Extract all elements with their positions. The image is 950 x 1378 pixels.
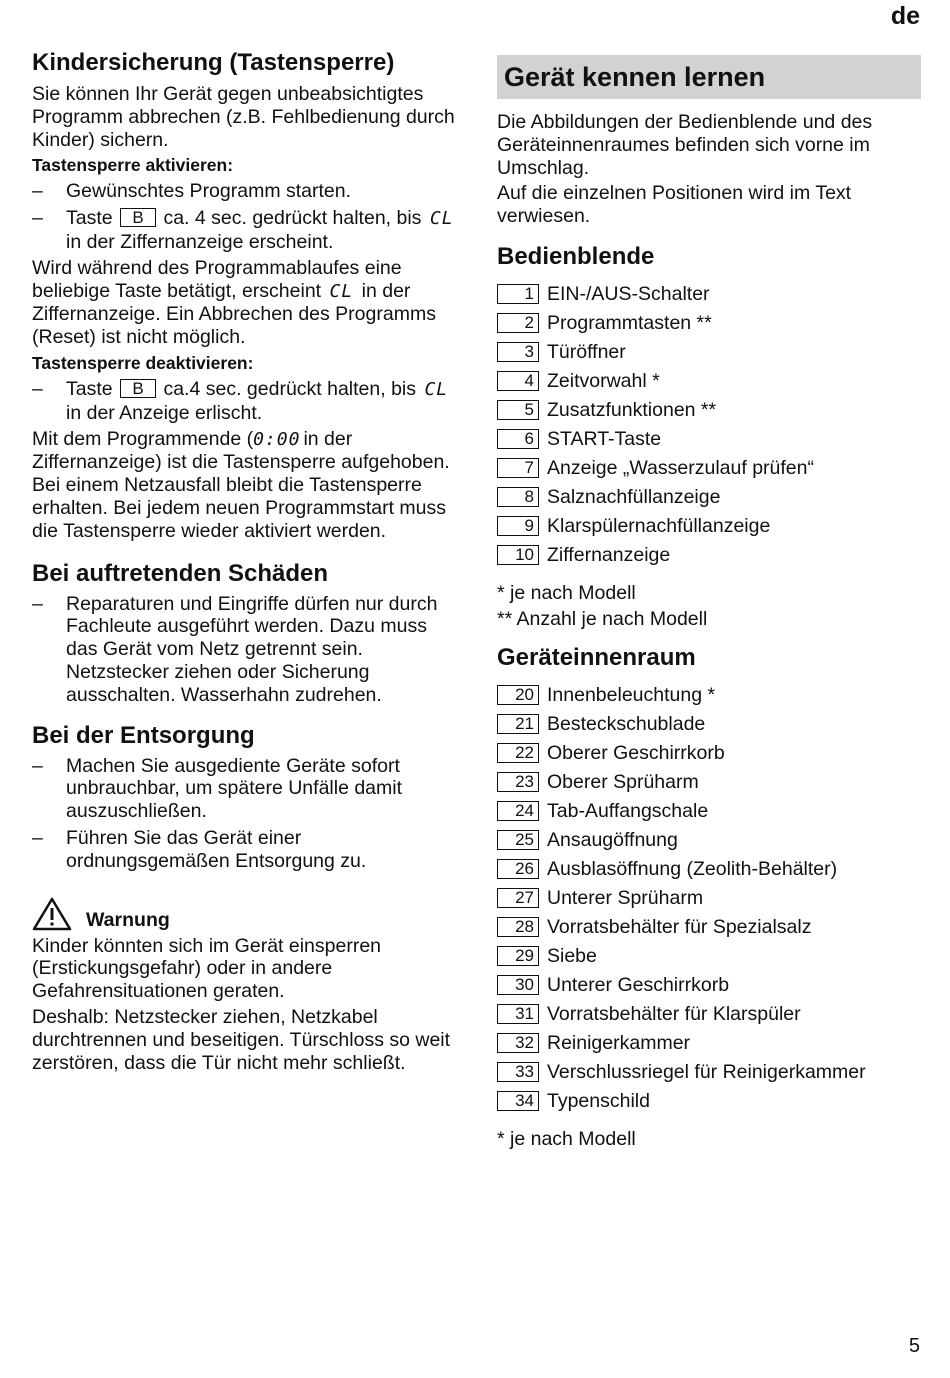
position-number-box: 4 [497, 371, 539, 391]
schaeden-item-1: – Reparaturen und Eingriffe dürfen nur durch Fachleute ausgeführt werden. Dazu muss das Gerät vom Netz getrennt sein. Netzstecker ziehen oder Sicherung ausschalten. Wasserhahn zudrehen. [32, 592, 438, 706]
position-label: Unterer Sprüharm [547, 886, 704, 909]
activate-step-1: – Gewünschtes Programm starten. [32, 180, 352, 203]
list-item [497, 512, 921, 541]
position-number-box: 20 [497, 685, 539, 705]
position-number-box: 31 [497, 1004, 539, 1024]
step-text: Taste [66, 377, 113, 400]
position-label: Vorratsbehälter für Klarspüler [547, 1002, 801, 1025]
warning-triangle-icon [32, 897, 72, 931]
position-number-box: 2 [497, 313, 539, 333]
bedienblende-list [497, 280, 921, 570]
step-text: ca. 4 sec. gedrückt halten, bis [163, 207, 422, 230]
bedienblende-note-2: ** Anzahl je nach Modell [497, 607, 708, 630]
paragraph-text: in der Ziffernanzeige) ist die Tastensperre aufgehoben. Bei einem Netzausfall bleibt die Tastensperre erhalten. Bei jedem neuen Programmstart muss die Tastensperre wieder aktiviert werden. [32, 427, 450, 542]
list-item [497, 768, 921, 797]
display-cl-symbol: CL [424, 378, 449, 400]
list-item [497, 280, 921, 309]
list-item [497, 884, 921, 913]
list-item [497, 1000, 921, 1029]
position-label: Oberer Geschirrkorb [547, 741, 725, 764]
position-label: Anzeige „Wasserzulauf prüfen“ [547, 456, 814, 479]
program-end-paragraph [32, 428, 462, 543]
position-label: Innenbeleuchtung * [547, 683, 716, 706]
position-label: Programmtasten ** [547, 311, 712, 334]
entsorgung-item-1: – Machen Sie ausgediente Geräte sofort unbrauchbar, um spätere Unfälle damit auszuschließen. [32, 754, 403, 823]
kindersicherung-heading: Kindersicherung (Tastensperre) [32, 49, 395, 76]
list-item [497, 396, 921, 425]
page-number: 5 [908, 1335, 920, 1357]
position-label: Oberer Sprüharm [547, 770, 699, 793]
list-item [497, 681, 921, 710]
right-intro-1: Die Abbildungen der Bedienblende und des Geräteinnenraumes befinden sich vorne im Umschlag. [497, 111, 873, 179]
list-item [497, 454, 921, 483]
kindersicherung-intro: Sie können Ihr Gerät gegen unbeabsichtigtes Programm abbrechen (z.B. Fehlbedienung durch Kinder) sichern. [32, 83, 455, 151]
innenraum-list [497, 681, 921, 1116]
language-tag: de [890, 2, 920, 30]
list-item [497, 1058, 921, 1087]
innenraum-heading: Geräteinnenraum [497, 643, 696, 671]
position-label: Türöffner [547, 340, 626, 363]
position-label: Ansaugöffnung [547, 828, 678, 851]
step-text: in der Anzeige erlischt. [66, 401, 263, 424]
position-number-box: 28 [497, 917, 539, 937]
list-item [497, 309, 921, 338]
key-b-label: B [120, 379, 156, 398]
list-item [497, 739, 921, 768]
list-item [497, 971, 921, 1000]
position-number-box: 24 [497, 801, 539, 821]
position-number-box: 23 [497, 772, 539, 792]
display-cl-symbol: CL [329, 280, 354, 302]
list-item [497, 826, 921, 855]
list-item [497, 483, 921, 512]
position-label: Salznachfüllanzeige [547, 485, 721, 508]
position-number-box: 8 [497, 487, 539, 507]
position-number-box: 3 [497, 342, 539, 362]
activate-subheading: Tastensperre aktivieren: [32, 155, 234, 176]
list-item [497, 367, 921, 396]
position-number-box: 1 [497, 284, 539, 304]
right-column [497, 48, 921, 1150]
left-column [32, 48, 462, 1074]
position-number-box: 25 [497, 830, 539, 850]
position-number-box: 7 [497, 458, 539, 478]
position-label: EIN-/AUS-Schalter [547, 282, 710, 305]
position-number-box: 34 [497, 1091, 539, 1111]
list-item [497, 1029, 921, 1058]
position-label: Verschlussriegel für Reinigerkammer [547, 1060, 866, 1083]
list-item [497, 1087, 921, 1116]
paragraph-text: in der Ziffernanzeige. Ein Abbrechen des Programms (Reset) ist nicht möglich. [32, 279, 436, 349]
list-item [497, 855, 921, 884]
position-label: Vorratsbehälter für Spezialsalz [547, 915, 812, 938]
position-number-box: 27 [497, 888, 539, 908]
position-label: Reinigerkammer [547, 1031, 691, 1054]
position-number-box: 33 [497, 1062, 539, 1082]
position-label: Tab-Auffangschale [547, 799, 709, 822]
list-item [497, 425, 921, 454]
position-label: Ziffernanzeige [547, 543, 671, 566]
position-number-box: 30 [497, 975, 539, 995]
position-number-box: 26 [497, 859, 539, 879]
display-cl-symbol: CL [429, 208, 454, 230]
entsorgung-item-2: – Führen Sie das Gerät einer ordnungsgemäßen Entsorgung zu. [32, 826, 367, 872]
position-number-box: 5 [497, 400, 539, 420]
key-b-label: B [120, 208, 156, 227]
list-item [497, 913, 921, 942]
paragraph-text: Mit dem Programmende ( [32, 427, 254, 450]
position-label: Zeitvorwahl * [547, 369, 660, 392]
schaeden-heading: Bei auftretenden Schäden [32, 559, 329, 587]
right-intro-2: Auf die einzelnen Positionen wird im Text verwiesen. [497, 182, 852, 228]
section-title-bar: Gerät kennen lernen [497, 55, 921, 99]
deactivate-subheading: Tastensperre deaktivieren: [32, 352, 254, 373]
bedienblende-note-1: * je nach Modell [497, 581, 636, 604]
position-number-box: 29 [497, 946, 539, 966]
bedienblende-heading: Bedienblende [497, 242, 655, 270]
list-item [497, 541, 921, 570]
entsorgung-item-text: Machen Sie ausgediente Geräte sofort unbrauchbar, um spätere Unfälle damit auszuschließen. [66, 754, 403, 823]
position-number-box: 32 [497, 1033, 539, 1053]
step-text: in der Ziffernanzeige erscheint. [66, 230, 334, 253]
display-000-symbol: 0:00 [253, 428, 301, 450]
list-item [497, 338, 921, 367]
step-text: ca.4 sec. gedrückt halten, bis [163, 377, 417, 400]
warning-header [32, 897, 462, 931]
deactivate-step-1: – Taste B ca.4 sec. gedrückt halten, bis CL in der Anzeige erlischt. [32, 377, 449, 424]
paragraph-text: Wird während des Programmablaufes eine beliebige Taste betätigt, erscheint [32, 256, 402, 302]
position-label: Besteckschublade [547, 712, 706, 735]
warning-title: Warnung [86, 908, 170, 931]
step-text: Taste [66, 207, 113, 230]
activate-step-2: – Taste B ca. 4 sec. gedrückt halten, bis CL in der Ziffernanzeige erscheint. [32, 207, 454, 253]
position-label: Ausblasöffnung (Zeolith-Behälter) [547, 857, 838, 880]
list-item [497, 797, 921, 826]
entsorgung-heading: Bei der Entsorgung [32, 721, 255, 749]
list-item [497, 710, 921, 739]
list-item [497, 942, 921, 971]
position-number-box: 21 [497, 714, 539, 734]
activate-step-1-text: Gewünschtes Programm starten. [66, 180, 352, 203]
position-number-box: 6 [497, 429, 539, 449]
position-label: Zusatzfunktionen ** [547, 398, 717, 421]
entsorgung-item-text: Führen Sie das Gerät einer ordnungsgemäßen Entsorgung zu. [66, 826, 367, 872]
position-label: Siebe [547, 944, 597, 967]
position-label: Klarspülernachfüllanzeige [547, 514, 771, 537]
position-number-box: 22 [497, 743, 539, 763]
warning-paragraph-1: Kinder könnten sich im Gerät einsperren (Erstickungsgefahr) oder in andere Gefahrensituationen geraten. [32, 934, 382, 1003]
keypress-paragraph [32, 257, 462, 349]
position-number-box: 9 [497, 516, 539, 536]
position-label: Typenschild [547, 1089, 650, 1112]
position-label: START-Taste [547, 427, 662, 450]
schaeden-item-text: Reparaturen und Eingriffe dürfen nur durch Fachleute ausgeführt werden. Dazu muss das Gerät vom Netz getrennt sein. Netzstecker ziehen oder Sicherung ausschalten. Wasserhahn zudrehen. [66, 592, 438, 706]
position-label: Unterer Geschirrkorb [547, 973, 730, 996]
innenraum-note: * je nach Modell [497, 1127, 636, 1150]
position-number-box: 10 [497, 545, 539, 565]
warning-paragraph-2: Deshalb: Netzstecker ziehen, Netzkabel durchtrennen und beseitigen. Türschloss so weit zerstören, dass die Tür nicht mehr schließt. [32, 1005, 451, 1074]
